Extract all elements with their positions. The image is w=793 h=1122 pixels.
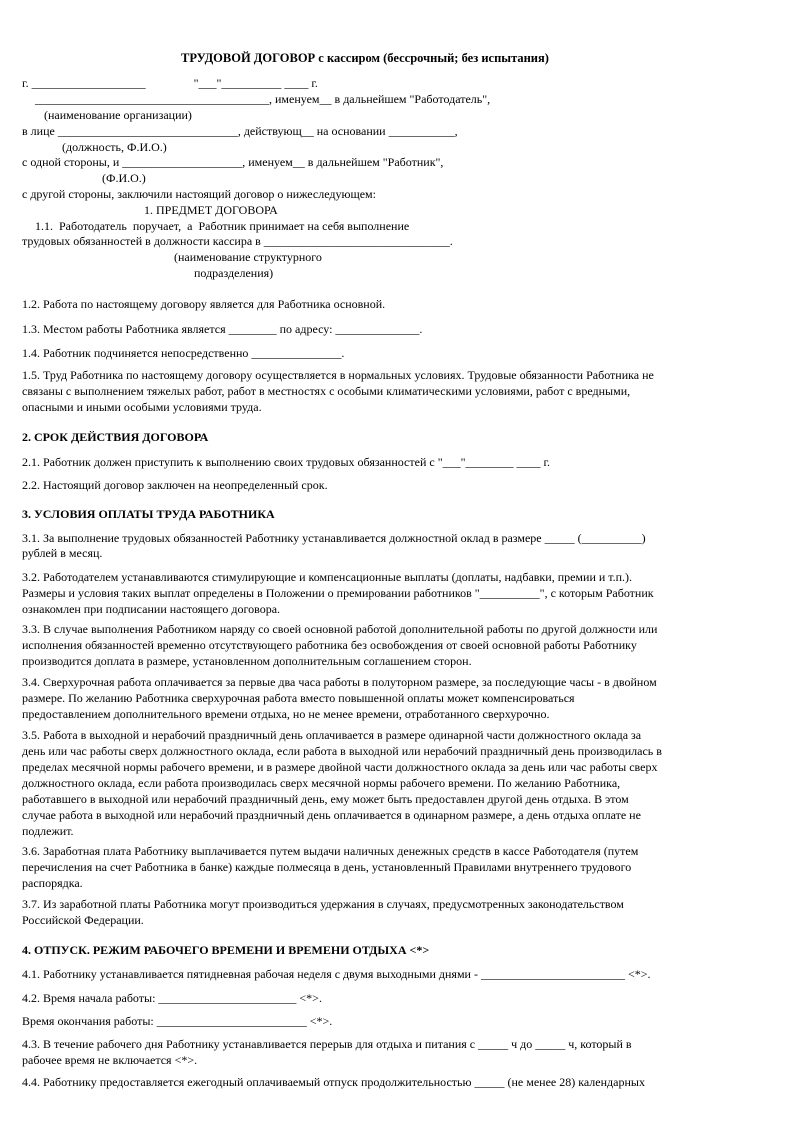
clause-1-1-hint1: (наименование структурного [174,250,322,264]
clause-2-2: 2.2. Настоящий договор заключен на неопределенный срок. [22,478,328,492]
clause-3-5-line2: день или час работы сверх должностного оклада, если работа в выходной или нерабочий праздничный день производилась в [22,744,662,758]
clause-2-1: 2.1. Работник должен приступить к выполнению своих трудовых обязанностей с "___"________ ____ г. [22,455,551,469]
header-position-hint: (должность, Ф.И.О.) [62,140,167,154]
clause-3-4-line3: предоставлением дополнительного времени отдыха, но не менее времени, отработанного сверхурочно. [22,707,550,721]
clause-3-1-line1: 3.1. За выполнение трудовых обязанностей Работнику устанавливается должностной оклад в размере _____ (__________) [22,531,646,545]
clause-3-7-line2: Российской Федерации. [22,913,144,927]
clause-1-3: 1.3. Местом работы Работника является ________ по адресу: ______________. [22,322,423,336]
section4-heading: 4. ОТПУСК. РЕЖИМ РАБОЧЕГО ВРЕМЕНИ И ВРЕМЕНИ ОТДЫХА <*> [22,943,430,957]
clause-3-5-line3: пределах месячной нормы рабочего времени, и в размере двойной части должностного оклада за день или час работы сверх [22,760,658,774]
clause-3-1-line2: рублей в месяц. [22,546,103,560]
clause-4-1: 4.1. Работнику устанавливается пятидневная рабочая неделя с двумя выходными днями - ________________________ <*>. [22,967,651,981]
clause-1-5-line1: 1.5. Труд Работника по настоящему договору осуществляется в нормальных условиях. Трудовые обязанности Работника не [22,368,654,382]
clause-3-2-line3: ознакомлен при подписании настоящего договора. [22,602,281,616]
section1-heading: 1. ПРЕДМЕТ ДОГОВОРА [144,203,278,217]
header-preamble: с другой стороны, заключили настоящий договор о нижеследующем: [22,187,376,201]
clause-3-7-line1: 3.7. Из заработной платы Работника могут производиться удержания в случаях, предусмотренных законодательством [22,897,624,911]
clause-3-4-line2: размере. По желанию Работника сверхурочная работа вместо повышенной оплаты может компенсироваться [22,691,575,705]
clause-1-4: 1.4. Работник подчиняется непосредственно _______________. [22,346,345,360]
clause-3-4-line1: 3.4. Сверхурочная работа оплачивается за первые два часа работы в полуторном размере, за последующие часы - в двойном [22,675,657,689]
header-fio-hint: (Ф.И.О.) [102,171,146,185]
header-employer-hint: (наименование организации) [44,108,192,122]
header-employer: _______________________________________, именуем__ в дальнейшем "Работодатель", [35,92,491,106]
clause-1-1-hint2: подразделения) [194,266,274,280]
clause-3-3-line1: 3.3. В случае выполнения Работником наряду со своей основной работой дополнительной работы по другой должности или [22,622,658,636]
clause-3-5-line1: 3.5. Работа в выходной и нерабочий праздничный день оплачивается в размере одинарной части должностного оклада за [22,728,642,742]
header-city-date: г. ___________________ "___"__________ ____ г. [22,76,318,90]
clause-3-2-line1: 3.2. Работодателем устанавливаются стимулирующие и компенсационные выплаты (доплаты, надбавки, премии и т.п.). [22,570,633,584]
clause-4-2-end-time: Время окончания работы: _________________________ <*>. [22,1014,333,1028]
clause-1-2: 1.2. Работа по настоящему договору является для Работника основной. [22,297,386,311]
section3-heading: 3. УСЛОВИЯ ОПЛАТЫ ТРУДА РАБОТНИКА [22,507,275,521]
clause-3-6-line2: перечисления на счет Работника в банке) каждые полмесяца в день, установленный Правилами внутреннего трудового [22,860,632,874]
clause-3-6-line3: распорядка. [22,876,83,890]
clause-3-5-line4: должностного оклада, если работа производилась сверх месячной нормы рабочего времени. По желанию Работника, [22,776,621,790]
clause-1-5-line2: связаны с выполнением тяжелых работ, работ в местностях с особыми климатическими условиями, работ с вредными, [22,384,631,398]
clause-4-3-line1: 4.3. В течение рабочего дня Работнику устанавливается перерыв для отдыха и питания с _____ ч до _____ ч, который в [22,1037,632,1051]
clause-3-5-line5: работавшего в выходной или нерабочий праздничный день, ему может быть предоставлен другой день отдыха. В этом [22,792,629,806]
clause-3-2-line2: Размеры и условия таких выплат определены в Положении о премировании работников "__________", с которым Работник [22,586,654,600]
clause-3-5-line7: подлежит. [22,824,74,838]
clause-4-2: 4.2. Время начала работы: _______________________ <*>. [22,991,322,1005]
clause-3-5-line6: случае работа в выходной или нерабочий праздничный день оплачивается в одинарном размере, а день отдыха оплате не [22,808,641,822]
header-employee: с одной стороны, и ____________________, именуем__ в дальнейшем "Работник", [22,155,444,169]
section2-heading: 2. СРОК ДЕЙСТВИЯ ДОГОВОРА [22,430,209,444]
clause-3-3-line2: исполнения обязанностей временно отсутствующего работника без освобождения от своей основной работы Работнику [22,638,637,652]
clause-4-3-line2: рабочее время не включается <*>. [22,1053,198,1067]
clause-3-3-line3: производится доплата в размере, установленном дополнительным соглашением сторон. [22,654,472,668]
clause-1-1-line1: 1.1. Работодатель поручает, а Работник принимает на себя выполнение [35,219,410,233]
clause-3-6-line1: 3.6. Заработная плата Работнику выплачивается путем выдачи наличных денежных средств в кассе Работодателя (путем [22,844,639,858]
clause-1-5-line3: опасными и иными особыми условиями труда. [22,400,262,414]
document-title: ТРУДОВОЙ ДОГОВОР с кассиром (бессрочный; без испытания) [181,51,549,65]
clause-4-4-line1: 4.4. Работнику предоставляется ежегодный оплачиваемый отпуск продолжительностью _____ (не менее 28) календарных [22,1075,645,1089]
clause-1-1-line2: трудовых обязанностей в должности кассира в _______________________________. [22,234,453,248]
header-represented-by: в лице ______________________________, действующ__ на основании ___________, [22,124,458,138]
